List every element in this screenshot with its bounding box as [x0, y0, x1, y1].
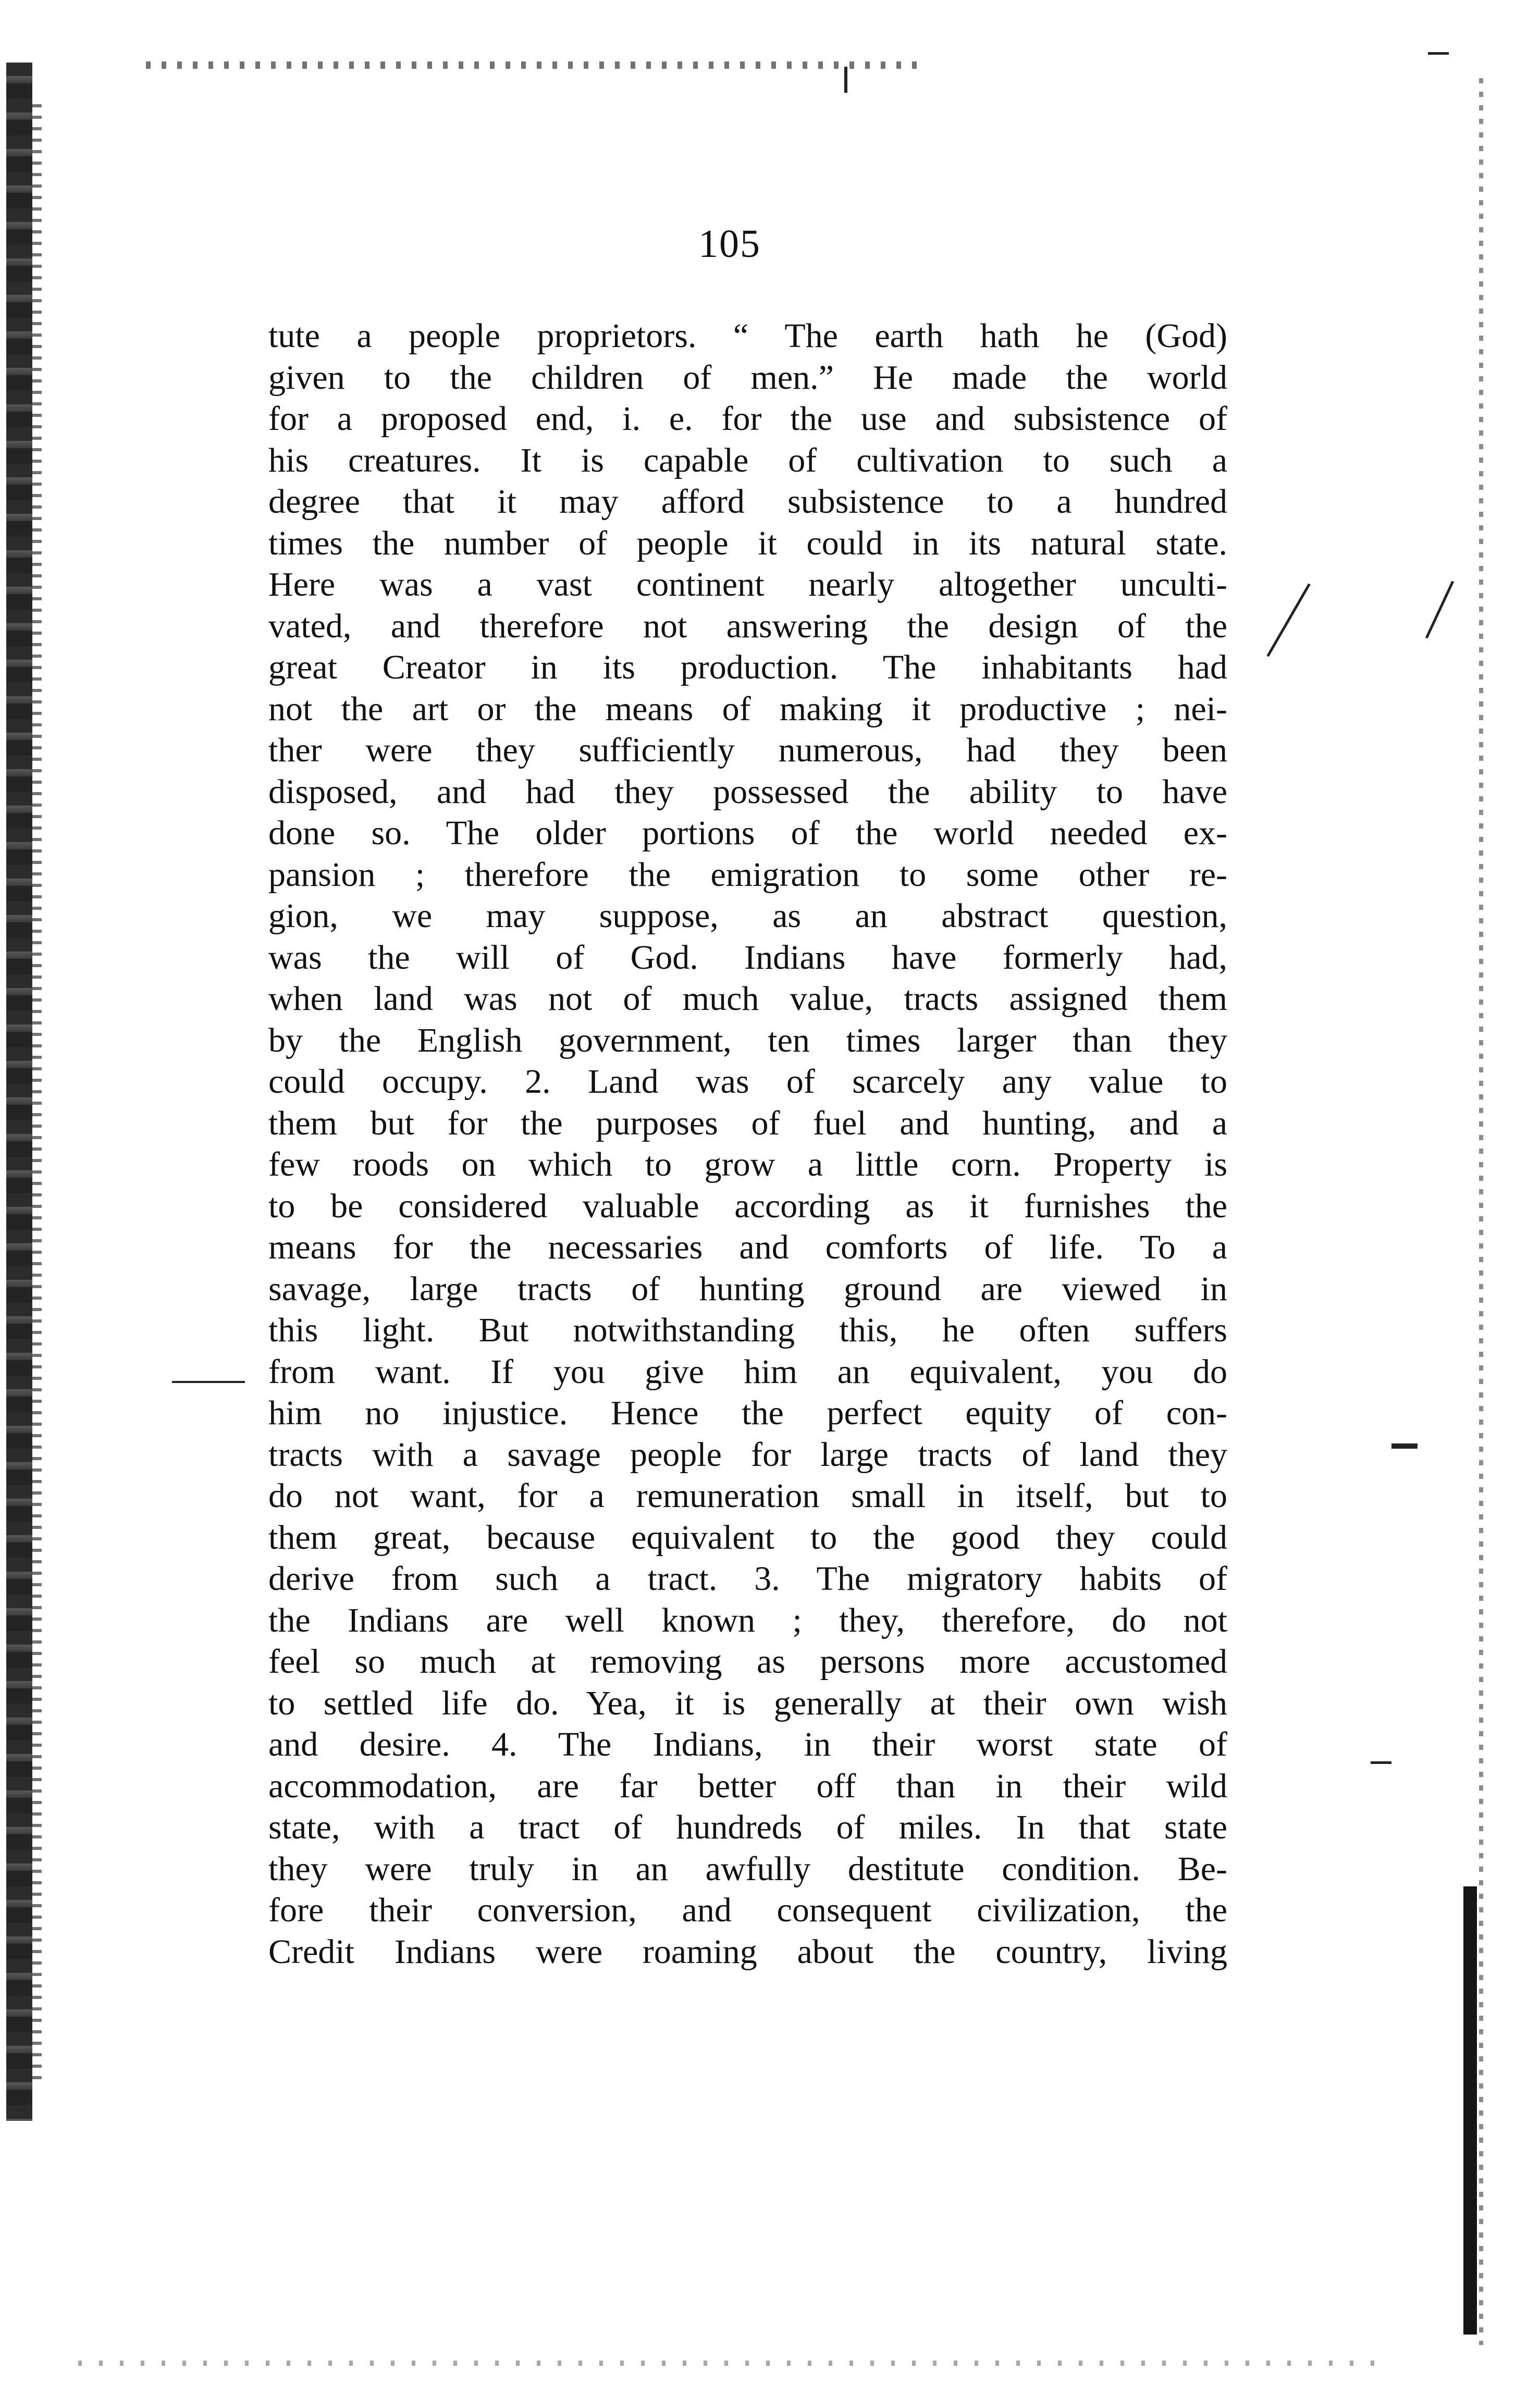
text-line: to be considered valuable according as it furnishes the	[268, 1187, 1227, 1225]
stray-ink-mark	[1428, 52, 1449, 55]
text-line: the Indians are well known ; they, therefore, do not	[268, 1601, 1227, 1639]
text-line: tute a people proprietors. “ The earth hath he (God)	[268, 317, 1227, 355]
text-line: feel so much at removing as persons more accustomed	[268, 1643, 1227, 1681]
stray-ink-mark	[1425, 581, 1454, 639]
stray-ink-mark	[1391, 1443, 1418, 1449]
text-line: given to the children of men.” He made the world	[268, 358, 1227, 397]
right-page-edge	[1479, 78, 1483, 2345]
text-line: pansion ; therefore the emigration to some other re-	[268, 855, 1227, 894]
text-line: Here was a vast continent nearly altogether unculti-	[268, 565, 1227, 603]
text-line: tracts with a savage people for large tracts of land they	[268, 1435, 1227, 1474]
text-line: him no injustice. Hence the perfect equity of con-	[268, 1394, 1227, 1432]
text-line: means for the necessaries and comforts of life. To a	[268, 1228, 1227, 1266]
text-line: state, with a tract of hundreds of miles. In that state	[268, 1808, 1227, 1846]
text-line: this light. But notwithstanding this, he often suffers	[268, 1311, 1227, 1349]
binding-edge-shadow	[6, 63, 32, 2121]
text-line: do not want, for a remuneration small in itself, but to	[268, 1477, 1227, 1515]
text-line: accommodation, are far better off than in their wild	[268, 1767, 1227, 1805]
stray-ink-mark	[844, 67, 847, 93]
bottom-scan-noise	[78, 2361, 1381, 2366]
text-line: times the number of people it could in its natural state.	[268, 524, 1227, 562]
text-line: done so. The older portions of the world needed ex-	[268, 814, 1227, 852]
text-line: by the English government, ten times larger than they	[268, 1021, 1227, 1059]
text-line: degree that it may afford subsistence to a hundred	[268, 483, 1227, 521]
text-line: was the will of God. Indians have formerly had,	[268, 938, 1227, 977]
text-line: and desire. 4. The Indians, in their worst state of	[268, 1725, 1227, 1763]
stray-ink-mark	[172, 1381, 245, 1383]
text-line: from want. If you give him an equivalent, you do	[268, 1352, 1227, 1391]
text-line: savage, large tracts of hunting ground are viewed in	[268, 1269, 1227, 1308]
text-line: derive from such a tract. 3. The migratory habits of	[268, 1560, 1227, 1598]
text-line: for a proposed end, i. e. for the use and subsistence of	[268, 400, 1227, 438]
text-line: them great, because equivalent to the good they could	[268, 1518, 1227, 1557]
text-line: them but for the purposes of fuel and hunting, and a	[268, 1104, 1227, 1142]
text-line: not the art or the means of making it productive ; nei-	[268, 689, 1227, 728]
text-line: fore their conversion, and consequent civilization, the	[268, 1891, 1227, 1929]
text-line: great Creator in its production. The inhabitants had	[268, 648, 1227, 686]
text-line: Credit Indians were roaming about the country, living	[268, 1932, 1227, 1971]
text-line: ther were they sufficiently numerous, had they been	[268, 731, 1227, 769]
right-page-edge-shadow	[1463, 1886, 1477, 2335]
text-line: few roods on which to grow a little corn. Property is	[268, 1145, 1227, 1183]
text-line: when land was not of much value, tracts assigned them	[268, 980, 1227, 1018]
text-line: gion, we may suppose, as an abstract question,	[268, 897, 1227, 935]
text-line: vated, and therefore not answering the design of the	[268, 607, 1227, 645]
stray-ink-mark	[1371, 1761, 1391, 1764]
text-line: they were truly in an awfully destitute condition. Be-	[268, 1849, 1227, 1888]
text-line: to settled life do. Yea, it is generally at their own wish	[268, 1684, 1227, 1722]
page-number: 105	[698, 222, 761, 266]
text-line: disposed, and had they possessed the ability to have	[268, 772, 1227, 811]
text-line: his creatures. It is capable of cultivation to such a	[268, 441, 1227, 479]
binding-edge-texture	[32, 104, 42, 2084]
top-scan-noise	[146, 61, 928, 69]
text-line: could occupy. 2. Land was of scarcely any value to	[268, 1063, 1227, 1101]
stray-ink-mark	[1266, 583, 1310, 657]
body-text	[268, 315, 1227, 1972]
